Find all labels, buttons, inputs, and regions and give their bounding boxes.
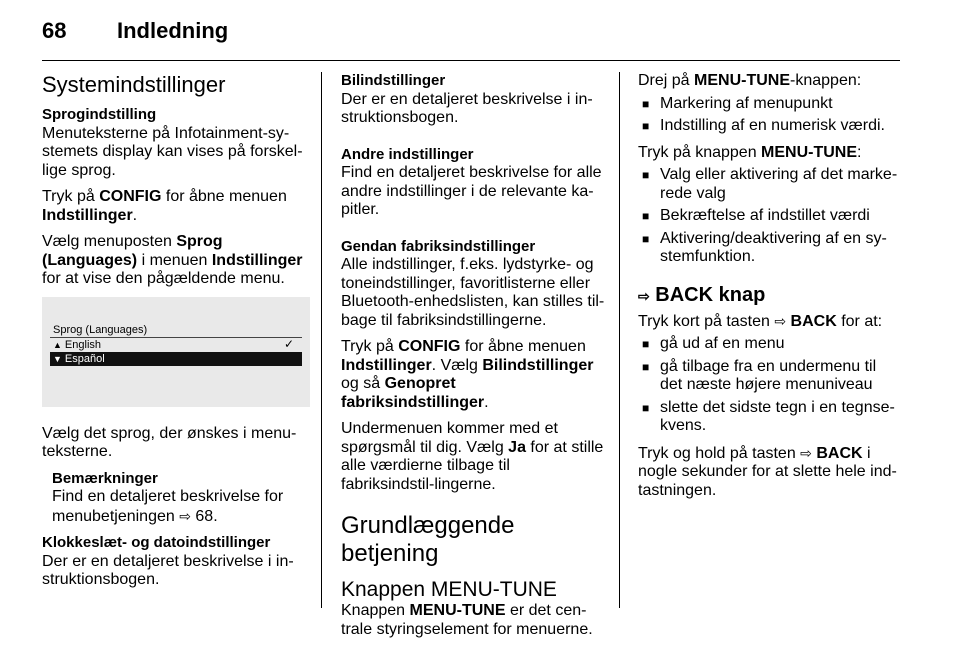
subheading-klokkeslaet: Klokkeslæt- og datoindstillinger xyxy=(42,534,271,551)
column-divider-1 xyxy=(321,72,322,608)
paragraph: Find en detaljeret beskrivelse for alle andre indstillinger i de relevante ka-pitler. xyxy=(341,164,602,218)
heading-back-knap: ⇨ BACK knap xyxy=(638,283,766,306)
paragraph: Drej på MENU-TUNE-knappen: xyxy=(638,72,862,89)
language-option-english: ▲ English ✓ xyxy=(53,336,294,351)
page-header xyxy=(42,18,229,44)
bullet-list-back xyxy=(638,335,900,436)
list-item: ■ slette det sidste tegn i en tegnse-kvens. xyxy=(638,399,900,436)
column-3 xyxy=(638,72,900,508)
paragraph: Alle indstillinger, f.eks. lydstyrke- og toneindstillinger, favoritlisterne eller Bluetooth-enhedslisten, kan stilles til-bage til fabriksindstillingerne. xyxy=(341,256,605,329)
subheading-sprogindstilling: Sprogindstilling xyxy=(42,106,157,123)
back-arrow-icon: ⇨ xyxy=(800,444,812,461)
scroll-down-icon: ▼ xyxy=(53,353,62,364)
column-divider-2 xyxy=(619,72,620,608)
header-rule xyxy=(42,60,900,61)
column-1 xyxy=(42,72,310,598)
paragraph: Tryk og hold på tasten ⇨ BACK i nogle sekunder for at slette hele ind-tastningen. xyxy=(638,444,897,499)
screen-title: Sprog (Languages) xyxy=(50,323,302,338)
scroll-up-icon: ▲ xyxy=(53,339,62,350)
paragraph: Tryk på knappen MENU-TUNE: xyxy=(638,143,862,161)
list-item: ■ Bekræftelse af indstillet værdi xyxy=(638,207,900,226)
list-item: ■ Valg eller aktivering af det marke-rede valg xyxy=(638,166,900,203)
column-2 xyxy=(341,72,605,647)
subheading-bilindstillinger: Bilindstillinger xyxy=(341,72,446,89)
paragraph: Vælg det sprog, der ønskes i menu-teksterne. xyxy=(42,424,297,460)
note-title: Bemærkninger xyxy=(52,469,158,487)
paragraph: Tryk på CONFIG for åbne menuen Indstillinger. Vælg Bilindstillinger og så Genopret fabriksindstillinger. xyxy=(341,338,594,411)
paragraph: Undermenuen kommer med et spørgsmål til dig. Vælg Ja for at stille alle værdierne tilbage til fabriksindstil-lingerne. xyxy=(341,420,604,493)
back-arrow-icon: ⇨ xyxy=(638,287,650,304)
page-number: 68 xyxy=(42,18,67,43)
bullet-list-turn xyxy=(638,95,900,136)
reference-arrow-icon: ⇨ xyxy=(179,507,191,524)
language-menu-screenshot xyxy=(42,297,310,407)
subheading-andre-indstillinger: Andre indstillinger xyxy=(341,145,474,163)
list-item: ■ Markering af menupunkt xyxy=(638,95,900,114)
check-icon: ✓ xyxy=(283,336,294,351)
paragraph: Der er en detaljeret beskrivelse i in-struktionsbogen. xyxy=(42,552,294,588)
note-text: Find en detaljeret beskrivelse for menubetjeningen ⇨ 68. xyxy=(52,488,284,525)
list-item: ■ Indstilling af en numerisk værdi. xyxy=(638,117,900,136)
back-arrow-icon: ⇨ xyxy=(774,312,787,329)
paragraph: Knappen MENU-TUNE er det cen-trale styringselement for menuerne. xyxy=(341,602,593,638)
paragraph: Vælg menuposten Sprog (Languages) i menuen Indstillinger for at vise den pågældende menu. xyxy=(42,233,303,287)
paragraph: Der er en detaljeret beskrivelse i in-struktionsbogen. xyxy=(341,90,593,126)
note-box xyxy=(52,470,310,527)
list-item: ■ gå ud af en menu xyxy=(638,335,900,354)
subheading-gendan: Gendan fabriksindstillinger xyxy=(341,237,536,255)
bullet-list-press xyxy=(638,166,900,267)
heading-menu-tune: Knappen MENU-TUNE xyxy=(341,578,557,601)
section-title: Indledning xyxy=(117,18,229,43)
paragraph: Tryk på CONFIG for åbne menuen Indstillinger. xyxy=(42,188,287,224)
paragraph: Tryk kort på tasten ⇨ BACK for at: xyxy=(638,312,883,330)
language-option-espanol: ▼ Español xyxy=(50,352,302,366)
heading-grundlaeggende: Grundlæggende betjening xyxy=(341,512,515,567)
list-item: ■ gå tilbage fra en undermenu til det næste højere menuniveau xyxy=(638,358,900,395)
heading-systemindstillinger: Systemindstillinger xyxy=(42,72,226,97)
paragraph: Menuteksterne på Infotainment-sy-stemets display kan vises på forskel-lige sprog. xyxy=(42,124,303,179)
list-item: ■ Aktivering/deaktivering af en sy-stemfunktion. xyxy=(638,230,900,267)
